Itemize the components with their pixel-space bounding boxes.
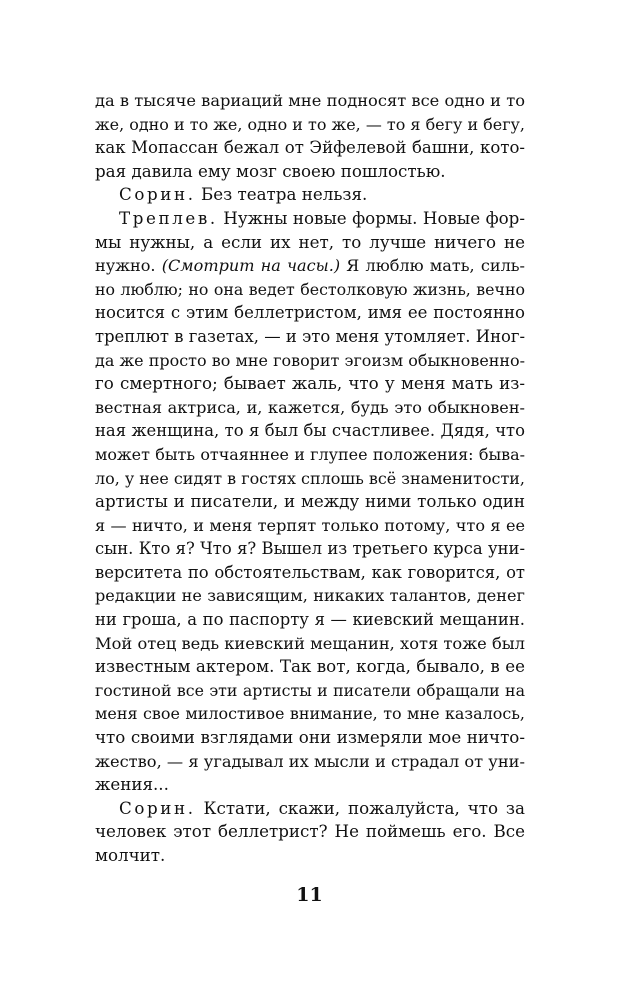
line-text: мы нужны, а если их нет, то лучше ничего не — [95, 231, 525, 252]
line-text: да же просто во мне говорит эгоизм обыкновенно- — [95, 350, 525, 370]
text-line — [95, 750, 525, 774]
line-text: как Мопассан бежал от Эйфелевой башни, кото- — [95, 138, 525, 158]
line-text: Без театра нельзя. — [195, 184, 368, 205]
line-text: рая давила ему мозг своею пошлостью. — [95, 160, 446, 181]
speaker-name: Сорин. — [119, 184, 196, 205]
text-line — [95, 396, 525, 420]
line-text: ни гроша, а по паспорту я — киевский мещанин. — [95, 610, 525, 630]
play-text — [95, 89, 525, 868]
line-text: я — ничто, и меня терпят только потому, что я ее — [95, 515, 525, 535]
line-text: артисты и писатели, и между ними только один — [95, 491, 525, 512]
line-text: что своими взглядами они измеряли мое ничто- — [95, 727, 525, 748]
line-text: ная женщина, то я был бы счастливее. Дядя, что — [95, 421, 525, 441]
line-text: нужно. — [95, 256, 162, 276]
speaker-name: Треплев. — [119, 207, 218, 228]
text-line — [95, 726, 525, 750]
text-line — [95, 325, 525, 349]
text-line — [95, 584, 525, 608]
text-line — [95, 89, 525, 113]
text-line — [95, 702, 525, 726]
line-text: жество, — я угадывал их мысли и страдал от уни- — [95, 751, 525, 771]
text-line — [95, 632, 525, 656]
line-text: Нужны новые формы. Новые фор- — [217, 207, 525, 228]
text-line — [95, 773, 525, 797]
line-text: вестная актриса, и, кажется, будь это обыкновен- — [95, 397, 525, 417]
text-line — [95, 655, 525, 679]
line-text: гостиной все эти артисты и писатели обращали на — [95, 680, 525, 700]
line-text: известным актером. Так вот, когда, бывало, в ее — [95, 656, 525, 677]
line-text: Мой отец ведь киевский мещанин, хотя тоже был — [95, 633, 525, 653]
line-text: ло, у нее сидят в гостях сплошь всё знаменитости, — [95, 468, 525, 488]
text-line — [95, 254, 525, 278]
text-line — [95, 514, 525, 538]
speaker-name: Сорин. — [119, 797, 196, 818]
line-text: меня свое милостивое внимание, то мне казалось, — [95, 704, 525, 724]
line-text: но люблю; но она ведет бестолковую жизнь, вечно — [95, 279, 525, 299]
text-line — [95, 537, 525, 561]
text-line — [95, 844, 525, 868]
line-text: да в тысяче вариаций мне подносят все одно и то — [95, 91, 525, 110]
line-text: Я люблю мать, силь- — [340, 256, 525, 276]
text-line — [95, 349, 525, 373]
text-line — [95, 372, 525, 396]
text-line — [95, 820, 525, 844]
line-text: же, одно и то же, одно и то же, — то я бегу и бегу, — [95, 114, 525, 134]
line-text: верситета по обстоятельствам, как говорится, от — [95, 562, 525, 582]
text-line — [95, 467, 525, 491]
speaker-line-treplev — [95, 207, 525, 231]
text-line — [95, 608, 525, 632]
line-text: молчит. — [95, 845, 166, 865]
line-text: Кстати, скажи, пожалуйста, что за — [195, 797, 525, 818]
text-line — [95, 679, 525, 703]
line-text: го смертного; бывает жаль, что у меня мать из- — [95, 373, 525, 394]
text-line — [95, 419, 525, 443]
line-text: жения... — [95, 774, 169, 795]
line-text: треплют в газетах, — и это меня утомляет. Иног- — [95, 326, 525, 346]
line-text: носится с этим беллетристом, имя ее постоянно — [95, 303, 525, 323]
text-line — [95, 301, 525, 325]
speaker-line-sorin — [95, 183, 525, 207]
line-text: редакции не зависящим, никаких талантов, денег — [95, 586, 525, 606]
line-text: сын. Кто я? Что я? Вышел из третьего курса уни- — [95, 539, 525, 559]
page-number: 11 — [296, 884, 323, 906]
text-line — [95, 160, 525, 184]
text-line — [95, 278, 525, 302]
line-text: может быть отчаяннее и глупее положения: быва- — [95, 444, 525, 464]
text-line — [95, 490, 525, 514]
text-line — [95, 561, 525, 585]
stage-direction: (Смотрит на часы.) — [161, 256, 341, 276]
text-line — [95, 443, 525, 467]
text-line — [95, 113, 525, 137]
speaker-line-sorin — [95, 797, 525, 821]
line-text: человек этот беллетрист? Не поймешь его. Все — [95, 821, 525, 842]
text-line — [95, 136, 525, 160]
text-line — [95, 231, 525, 255]
